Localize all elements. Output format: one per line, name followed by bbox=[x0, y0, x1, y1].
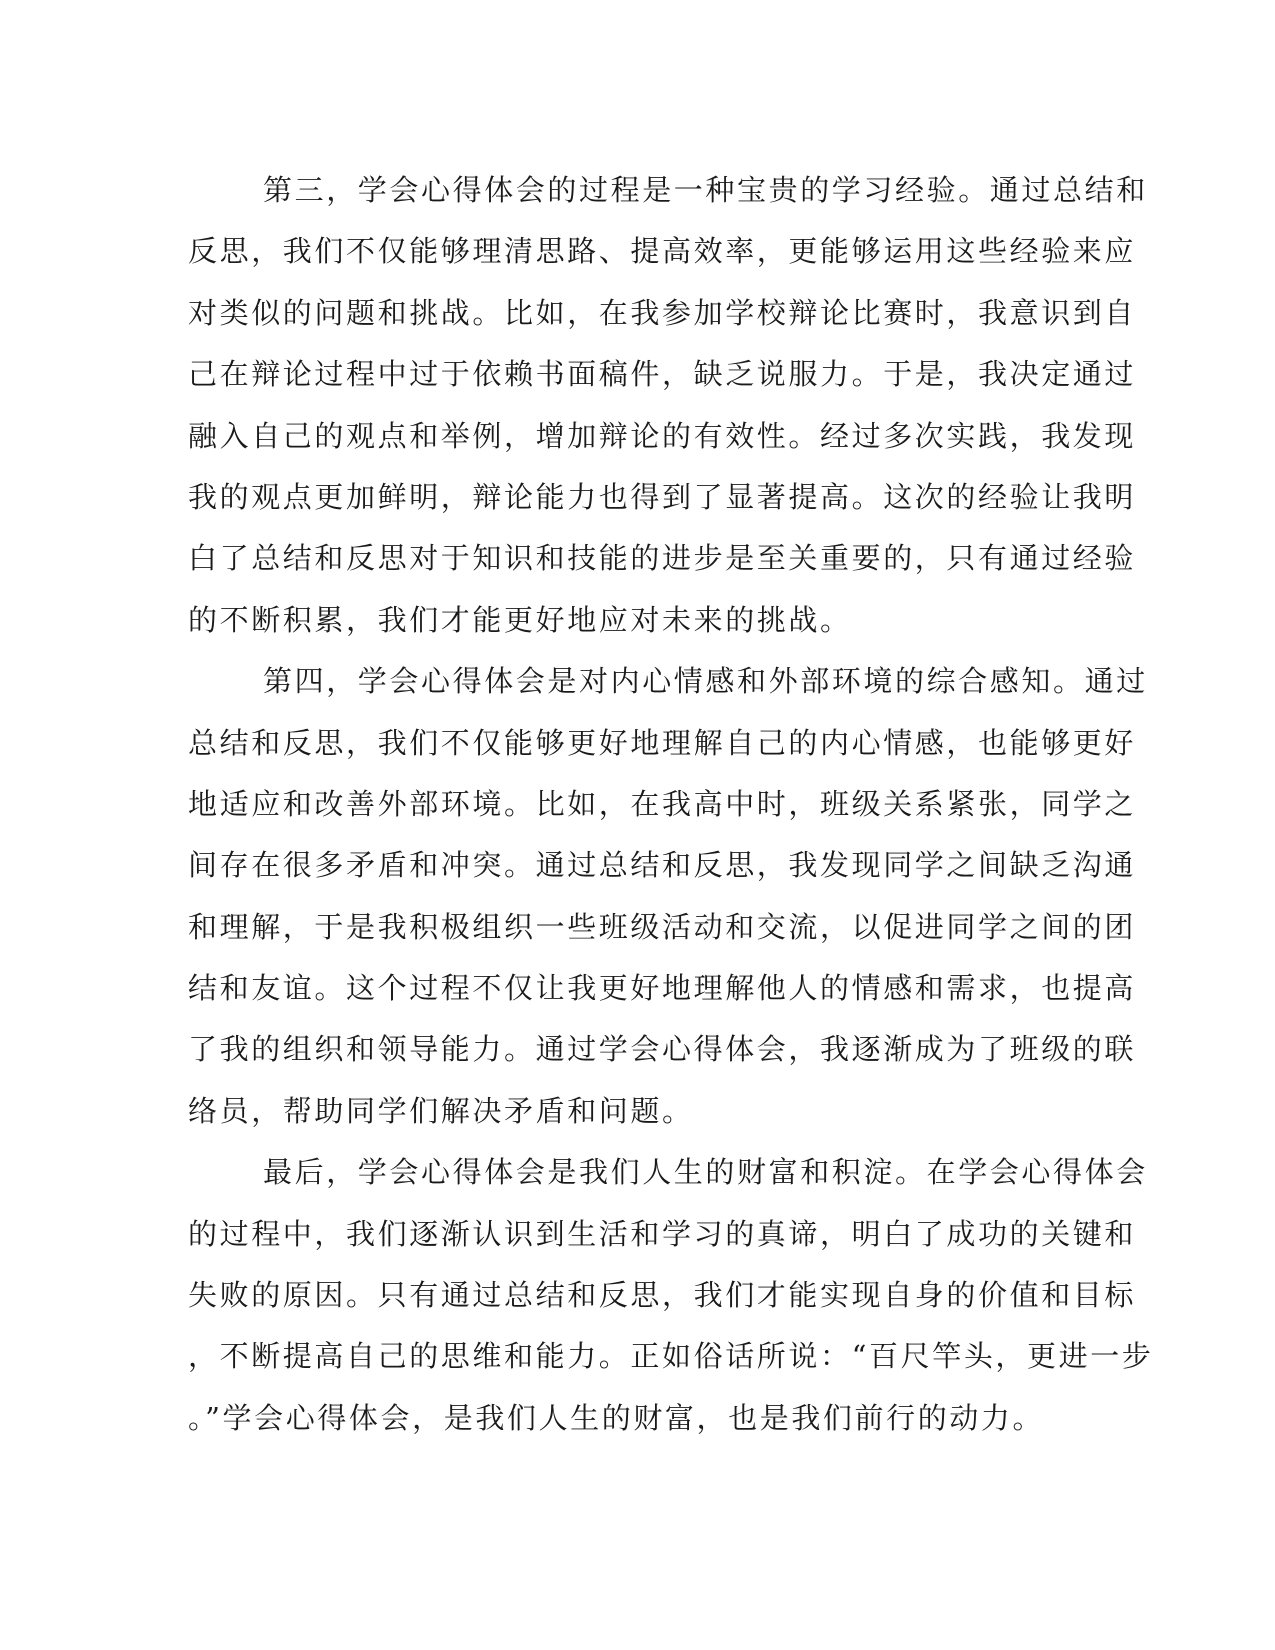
text-line: 了我的组织和领导能力。通过学会心得体会，我逐渐成为了班级的联 bbox=[188, 1032, 1137, 1067]
text-line: 络员，帮助同学们解决矛盾和问题。 bbox=[188, 1093, 694, 1128]
text-line: 地适应和改善外部环境。比如，在我高中时，班级关系紧张，同学之 bbox=[188, 786, 1137, 821]
text-line: 最后，学会心得体会是我们人生的财富和积淀。在学会心得体会 bbox=[263, 1155, 1148, 1190]
document-body bbox=[188, 160, 1154, 1449]
text-line: 我的观点更加鲜明，辩论能力也得到了显著提高。这次的经验让我明 bbox=[188, 479, 1137, 514]
paragraph-finally bbox=[188, 1142, 1154, 1449]
paragraph-fourth bbox=[188, 651, 1148, 1142]
text-line: 结和友谊。这个过程不仅让我更好地理解他人的情感和需求，也提高 bbox=[188, 971, 1137, 1006]
text-line: 第三，学会心得体会的过程是一种宝贵的学习经验。通过总结和 bbox=[263, 173, 1148, 207]
text-line: 的不断积累，我们才能更好地应对未来的挑战。 bbox=[188, 602, 852, 637]
text-line: 。”学会心得体会，是我们人生的财富，也是我们前行的动力。 bbox=[188, 1400, 1045, 1435]
text-line: 反思，我们不仅能够理清思路、提高效率，更能够运用这些经验来应 bbox=[188, 234, 1137, 269]
text-line: 失败的原因。只有通过总结和反思，我们才能实现自身的价值和目标 bbox=[188, 1278, 1137, 1313]
text-line: 己在辩论过程中过于依赖书面稿件，缺乏说服力。于是，我决定通过 bbox=[188, 357, 1137, 392]
text-line: 的过程中，我们逐渐认识到生活和学习的真谛，明白了成功的关键和 bbox=[188, 1216, 1137, 1251]
text-line: 白了总结和反思对于知识和技能的进步是至关重要的，只有通过经验 bbox=[188, 541, 1137, 576]
text-line: 和理解，于是我积极组织一些班级活动和交流，以促进同学之间的团 bbox=[188, 909, 1137, 944]
text-line: 间存在很多矛盾和冲突。通过总结和反思，我发现同学之间缺乏沟通 bbox=[188, 848, 1137, 883]
text-line: 总结和反思，我们不仅能够更好地理解自己的内心情感，也能够更好 bbox=[188, 725, 1137, 760]
text-line: ，不断提高自己的思维和能力。正如俗话所说：“百尺竿头，更进一步 bbox=[188, 1339, 1154, 1374]
paragraph-third bbox=[188, 160, 1148, 651]
text-line: 融入自己的观点和举例，增加辩论的有效性。经过多次实践，我发现 bbox=[188, 418, 1137, 453]
text-line: 对类似的问题和挑战。比如，在我参加学校辩论比赛时，我意识到自 bbox=[188, 295, 1137, 330]
text-line: 第四，学会心得体会是对内心情感和外部环境的综合感知。通过 bbox=[263, 664, 1148, 699]
